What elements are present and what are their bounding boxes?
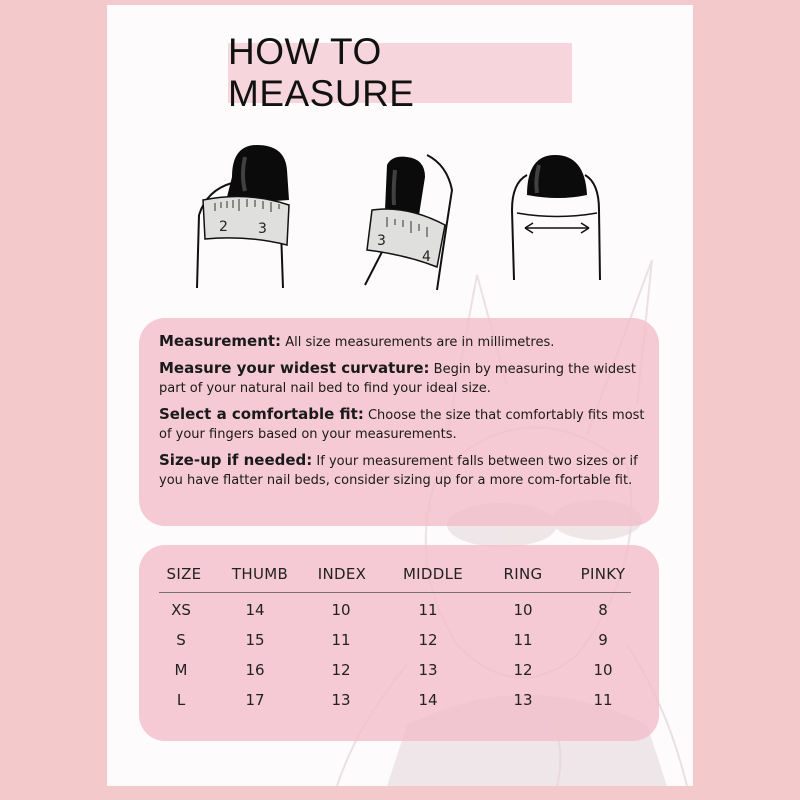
table-cell: 10 xyxy=(593,661,613,679)
table-header-ring: RING xyxy=(503,565,543,583)
table-cell: 15 xyxy=(245,631,265,649)
table-cell: M xyxy=(174,661,188,679)
table-cell: L xyxy=(176,691,186,709)
table-cell: 12 xyxy=(331,661,351,679)
instruction-size-up: Size-up if needed: If your measurement falls between two sizes or if you have flatter nail beds, consider sizing up for a more com-fortable fit. xyxy=(159,451,638,488)
table-cell: 13 xyxy=(418,661,438,679)
instructions-panel xyxy=(139,318,659,526)
table-header-thumb: THUMB xyxy=(231,565,289,583)
instruction-measurement: Measurement: All size measurements are in millimetres. xyxy=(159,332,555,350)
measure-illustrations xyxy=(107,5,693,305)
thumb-tape-measure-icon xyxy=(197,145,289,288)
table-header-middle: MIDDLE xyxy=(402,565,464,583)
table-cell: 10 xyxy=(331,601,351,619)
table-cell: 14 xyxy=(245,601,265,619)
table-cell: XS xyxy=(171,601,191,619)
table-header-index: INDEX xyxy=(317,565,367,583)
table-cell: 11 xyxy=(593,691,613,709)
table-cell: S xyxy=(176,631,186,649)
table-cell: 12 xyxy=(418,631,438,649)
table-cell: 11 xyxy=(418,601,438,619)
tape-number: 4 xyxy=(422,249,431,265)
tape-number: 2 xyxy=(219,219,228,235)
page-title: HOW TO MEASURE xyxy=(228,31,415,114)
table-cell: 14 xyxy=(418,691,438,709)
tape-number: 3 xyxy=(258,221,267,237)
tape-number: 3 xyxy=(377,233,386,249)
size-table xyxy=(139,545,659,741)
table-header-divider xyxy=(159,592,631,593)
table-cell: 11 xyxy=(513,631,533,649)
table-cell: 10 xyxy=(513,601,533,619)
table-cell: 9 xyxy=(598,631,608,649)
table-cell: 13 xyxy=(331,691,351,709)
nail-width-arrow-icon xyxy=(512,155,600,280)
instruction-widest-curvature: Measure your widest curvature: Begin by measuring the widest part of your natural nail bed to find your ideal size. xyxy=(159,359,636,396)
instruction-comfortable-fit: Select a comfortable fit: Choose the size that comfortably fits most of your fingers based on your measurements. xyxy=(159,405,645,442)
table-header-pinky: PINKY xyxy=(580,565,626,583)
table-header-size: SIZE xyxy=(166,565,202,583)
table-cell: 17 xyxy=(245,691,265,709)
table-cell: 8 xyxy=(598,601,608,619)
table-cell: 11 xyxy=(331,631,351,649)
table-cell: 12 xyxy=(513,661,533,679)
table-cell: 16 xyxy=(245,661,265,679)
finger-tape-measure-icon xyxy=(365,155,452,290)
measure-guide-card xyxy=(107,5,693,786)
table-cell: 13 xyxy=(513,691,533,709)
